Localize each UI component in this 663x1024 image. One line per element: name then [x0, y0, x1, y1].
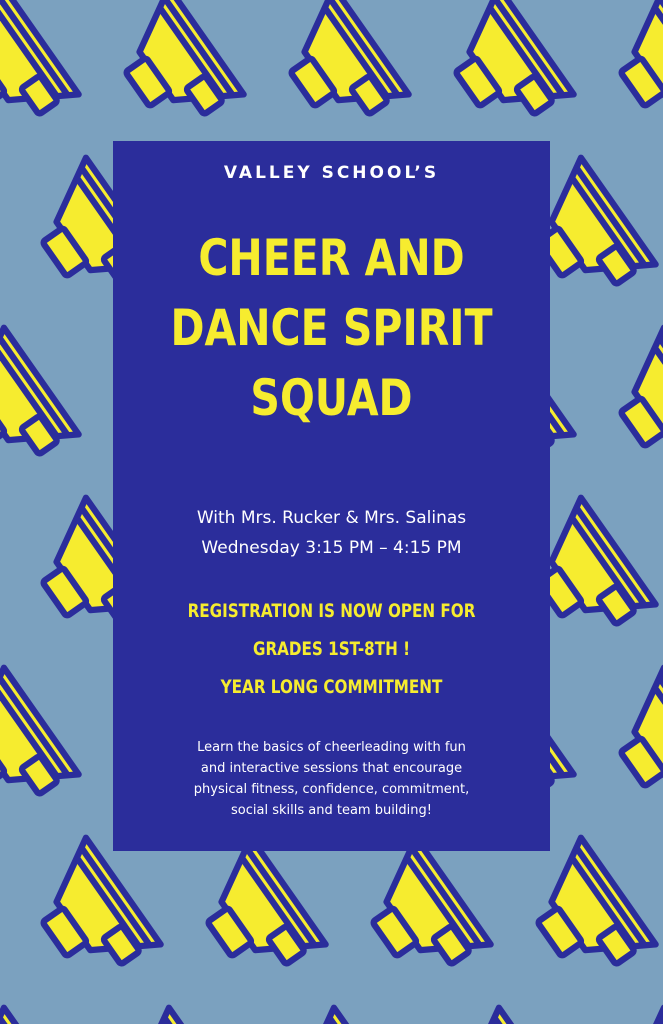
- megaphone-icon: [100, 0, 243, 143]
- info-panel: [113, 141, 550, 851]
- title-line: SQUAD: [250, 369, 413, 427]
- title-line: CHEER AND: [198, 229, 465, 287]
- event-title: [152, 223, 510, 433]
- registration-notice: [157, 592, 507, 706]
- megaphone-icon: [182, 838, 325, 993]
- description-line: social skills and team building!: [231, 803, 432, 818]
- megaphone-icon: [100, 1008, 243, 1024]
- description-line: physical fitness, confidence, commitment,: [193, 782, 470, 797]
- registration-line: YEAR LONG COMMITMENT: [220, 676, 443, 698]
- description: [139, 737, 524, 821]
- megaphone-icon: [347, 838, 490, 993]
- megaphone-icon: [0, 0, 79, 143]
- hosts-line: With Mrs. Rucker & Mrs. Salinas: [196, 508, 467, 528]
- description-line: and interactive sessions that encourage: [200, 761, 463, 776]
- event-details: [113, 503, 550, 563]
- megaphone-icon: [17, 838, 160, 993]
- megaphone-icon: [595, 0, 663, 143]
- description-line: Learn the basics of cheerleading with fun: [197, 740, 466, 755]
- megaphone-icon: [265, 1008, 408, 1024]
- schedule-line: Wednesday 3:15 PM – 4:15 PM: [201, 538, 462, 558]
- registration-line: GRADES 1ST-8TH !: [252, 638, 411, 660]
- megaphone-icon: [265, 0, 408, 143]
- title-line: DANCE SPIRIT: [170, 299, 493, 357]
- megaphone-icon: [0, 668, 79, 823]
- registration-line: REGISTRATION IS NOW OPEN FOR: [187, 600, 476, 622]
- megaphone-icon: [595, 668, 663, 823]
- megaphone-icon: [595, 328, 663, 483]
- school-name: VALLEY SCHOOL’S: [223, 163, 440, 183]
- megaphone-icon: [430, 0, 573, 143]
- megaphone-icon: [512, 838, 655, 993]
- megaphone-icon: [0, 328, 79, 483]
- megaphone-icon: [595, 1008, 663, 1024]
- megaphone-icon: [0, 1008, 79, 1024]
- megaphone-icon: [430, 1008, 573, 1024]
